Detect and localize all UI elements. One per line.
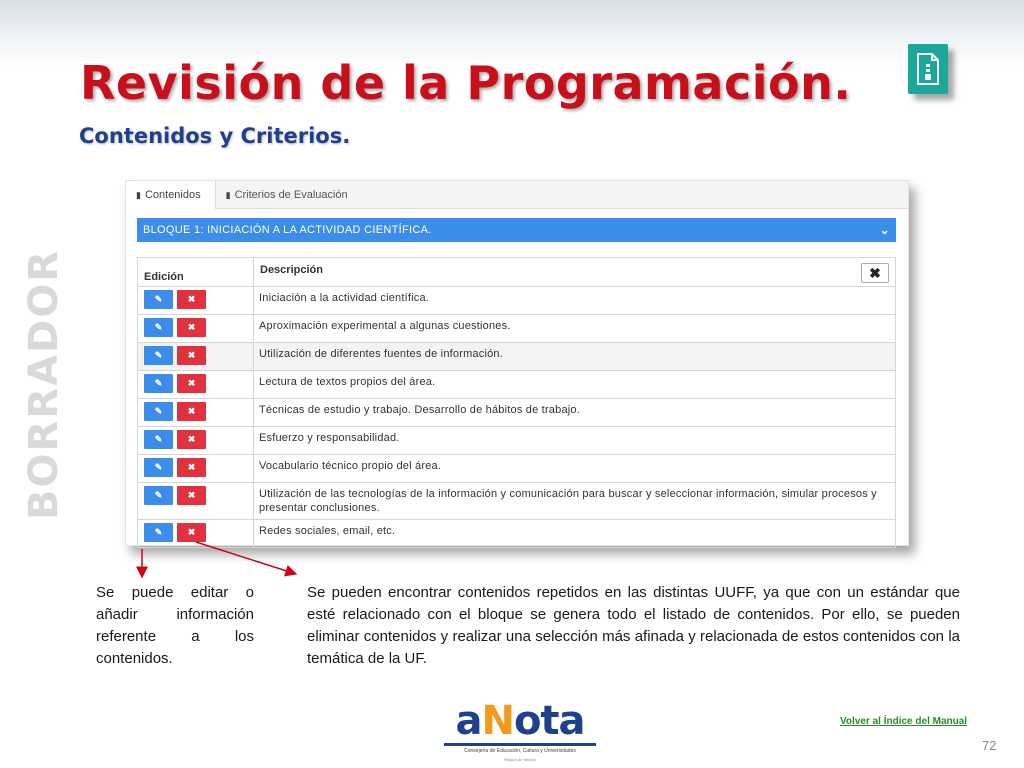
- x-icon: ✖: [187, 434, 196, 444]
- edit-cell: [138, 287, 254, 315]
- column-header-edicion: Edición: [138, 258, 254, 287]
- delete-button[interactable]: [177, 290, 206, 309]
- document-zip-icon[interactable]: [908, 44, 948, 94]
- description-cell: Redes sociales, email, etc.: [254, 520, 896, 548]
- edit-button[interactable]: [144, 523, 173, 542]
- contenidos-panel: [125, 180, 909, 546]
- pencil-square-icon: ✎: [154, 527, 163, 537]
- column-header-descripcion: [254, 258, 896, 287]
- page-number: 72: [982, 738, 997, 753]
- description-cell: Aproximación experimental a algunas cuestiones.: [254, 315, 896, 343]
- table-row: [138, 455, 896, 483]
- edit-button[interactable]: [144, 290, 173, 309]
- tab-label: Criterios de Evaluación: [234, 189, 348, 201]
- pencil-square-icon: ✎: [154, 462, 163, 472]
- x-icon: ✖: [187, 490, 196, 500]
- note-edit: Se puede editar o añadir información referente a los contenidos.: [96, 584, 254, 667]
- column-header-label: Descripción: [260, 264, 323, 276]
- description-cell: Vocabulario técnico propio del área.: [254, 455, 896, 483]
- x-icon: ✖: [187, 322, 196, 332]
- bloque-selector[interactable]: [137, 218, 896, 242]
- x-icon: ✖: [187, 406, 196, 416]
- description-cell: Lectura de textos propios del área.: [254, 371, 896, 399]
- description-cell: Utilización de las tecnologías de la información y comunicación para buscar y seleccionar información, simular procesos y presentar conclusiones.: [254, 483, 896, 520]
- delete-button[interactable]: [177, 486, 206, 505]
- table-row: [138, 520, 896, 548]
- edit-button[interactable]: [144, 486, 173, 505]
- anota-logo: aNota Consejería de Educación, Cultura y Universidades Región de Murcia: [440, 700, 600, 764]
- table-row: [138, 399, 896, 427]
- pencil-square-icon: ✎: [154, 322, 163, 332]
- x-icon: ✖: [187, 378, 196, 388]
- watermark: BORRADOR: [21, 248, 67, 520]
- note-repeated-content: Se pueden encontrar contenidos repetidos en las distintas UUFF, ya que con un estándar que esté relacionado con el bloque se genera todo el listado de contenidos. Por ello, se pueden eliminar contenidos y realizar una selección más afinada y relacionada de estos contenidos con la temática de la UF.: [307, 584, 960, 667]
- edit-cell: [138, 343, 254, 371]
- pencil-square-icon: ✎: [154, 378, 163, 388]
- tab-contenidos[interactable]: [126, 181, 216, 209]
- edit-button[interactable]: [144, 430, 173, 449]
- delete-button[interactable]: [177, 458, 206, 477]
- description-cell: Iniciación a la actividad científica.: [254, 287, 896, 315]
- delete-button[interactable]: [177, 402, 206, 421]
- edit-button[interactable]: [144, 318, 173, 337]
- pencil-square-icon: ✎: [154, 350, 163, 360]
- table-row: [138, 343, 896, 371]
- delete-button[interactable]: [177, 374, 206, 393]
- edit-cell: [138, 483, 254, 520]
- edit-cell: [138, 427, 254, 455]
- table-row: [138, 483, 896, 520]
- description-cell: Utilización de diferentes fuentes de información.: [254, 343, 896, 371]
- bloque-label: BLOQUE 1: INICIACIÓN A LA ACTIVIDAD CIENTÍFICA.: [143, 224, 432, 236]
- contenidos-table: [137, 257, 896, 548]
- edit-button[interactable]: [144, 346, 173, 365]
- description-cell: Esfuerzo y responsabilidad.: [254, 427, 896, 455]
- tab-bar: [126, 181, 908, 209]
- pencil-square-icon: ✎: [154, 490, 163, 500]
- table-row: [138, 287, 896, 315]
- book-icon: ▮: [225, 189, 231, 200]
- delete-button[interactable]: [177, 346, 206, 365]
- x-icon: ✖: [187, 294, 196, 304]
- delete-button[interactable]: [177, 523, 206, 542]
- edit-cell: [138, 520, 254, 548]
- chevron-down-icon: ⌄: [879, 223, 890, 237]
- edit-cell: [138, 455, 254, 483]
- edit-cell: [138, 371, 254, 399]
- slide-subtitle: Contenidos y Criterios.: [79, 124, 351, 148]
- description-cell: Técnicas de estudio y trabajo. Desarrollo de hábitos de trabajo.: [254, 399, 896, 427]
- pencil-square-icon: ✎: [154, 406, 163, 416]
- table-row: [138, 315, 896, 343]
- pencil-square-icon: ✎: [154, 294, 163, 304]
- edit-cell: [138, 399, 254, 427]
- edit-button[interactable]: [144, 374, 173, 393]
- edit-button[interactable]: [144, 458, 173, 477]
- x-icon: ✖: [187, 462, 196, 472]
- back-to-index-link[interactable]: Volver al Índice del Manual: [840, 716, 968, 727]
- table-row: [138, 427, 896, 455]
- x-icon: ✖: [187, 527, 196, 537]
- slide-title: Revisión de la Programación.: [80, 56, 852, 110]
- edit-button[interactable]: [144, 402, 173, 421]
- pencil-square-icon: ✎: [154, 434, 163, 444]
- close-icon[interactable]: ✖: [861, 263, 889, 283]
- delete-button[interactable]: [177, 430, 206, 449]
- book-icon: ▮: [136, 189, 141, 200]
- tab-label: Contenidos: [144, 189, 201, 201]
- table-row: [138, 371, 896, 399]
- edit-cell: [138, 315, 254, 343]
- delete-button[interactable]: [177, 318, 206, 337]
- tab-criterios[interactable]: [216, 181, 362, 209]
- x-icon: ✖: [187, 350, 196, 360]
